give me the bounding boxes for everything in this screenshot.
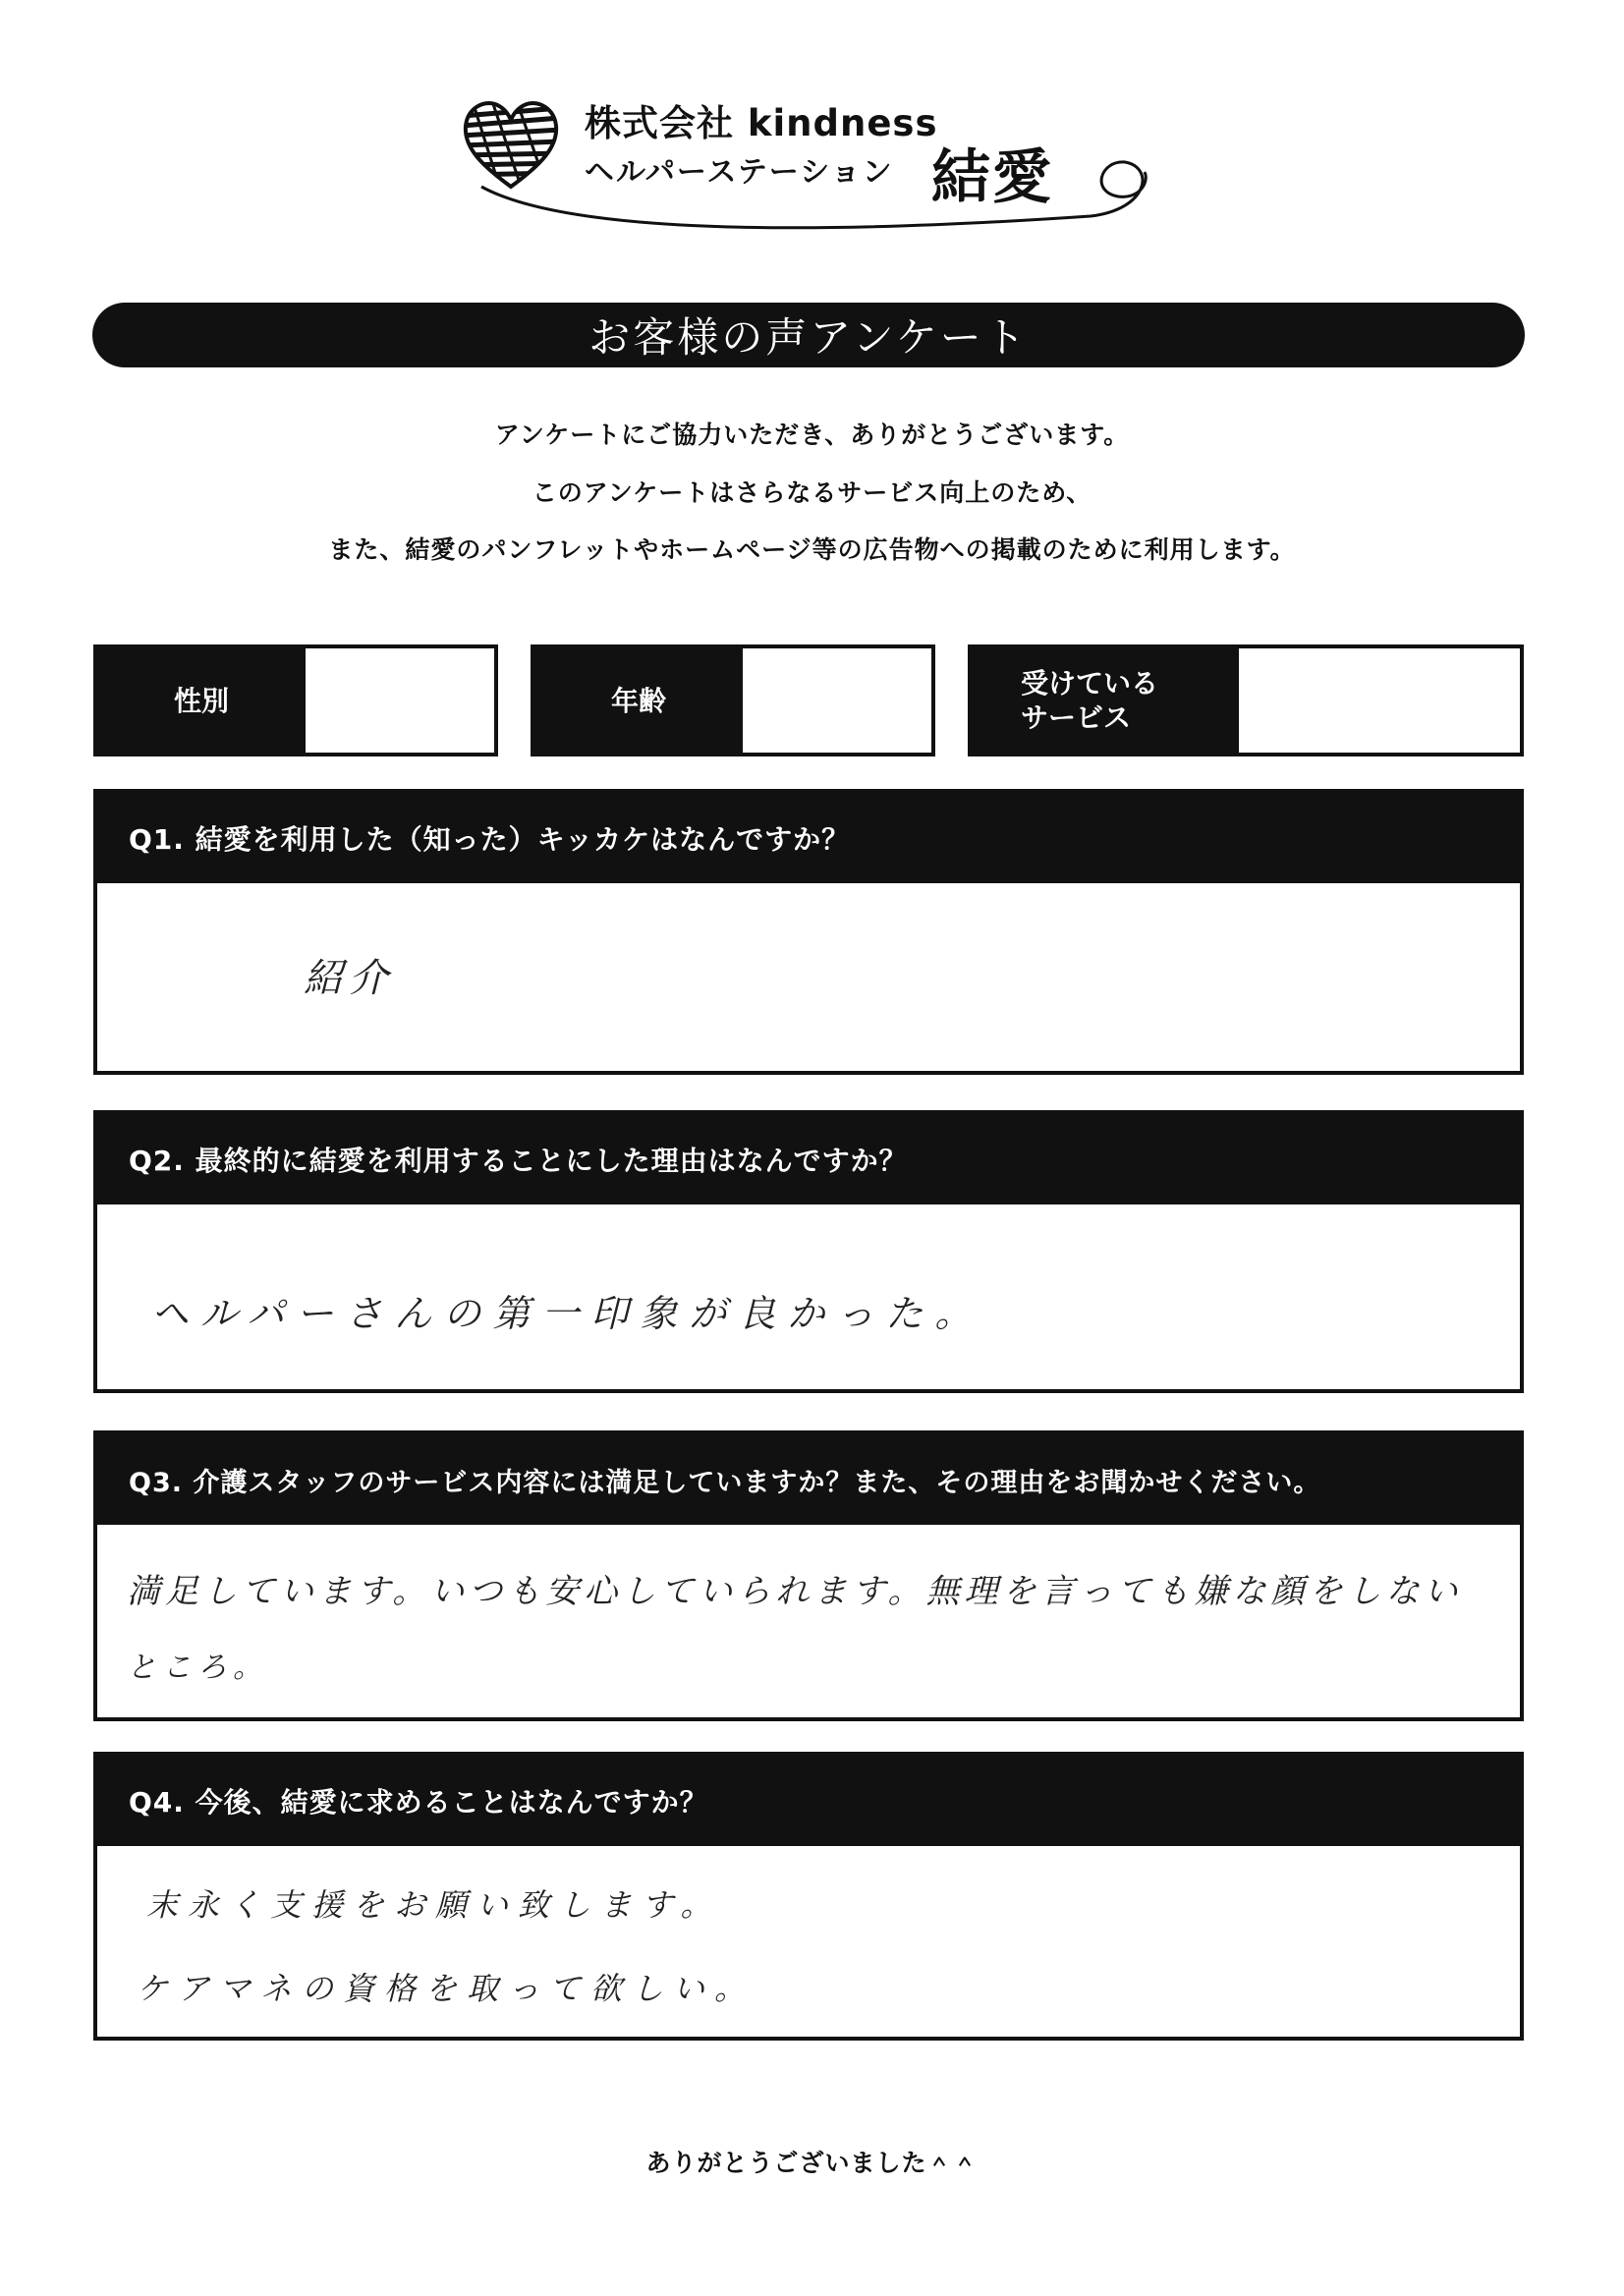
- heart-logo-icon: [462, 98, 560, 192]
- question-2: Q2. 最終的に結愛を利用することにした理由はなんですか？: [97, 1114, 1520, 1204]
- gender-field[interactable]: [306, 648, 494, 753]
- answer-4-line-1: 末永く支援をお願い致します。: [146, 1886, 722, 1924]
- question-block-2: [93, 1110, 1524, 1393]
- question-block-4: [93, 1752, 1524, 2041]
- answer-field-3[interactable]: [97, 1525, 1520, 1717]
- intro-line-2: このアンケートはさらなるサービス向上のため、: [532, 478, 1092, 507]
- intro-line-1: アンケートにご協力いただき、ありがとうございます。: [494, 420, 1130, 449]
- answer-1-line-1: 紹介: [304, 956, 394, 1001]
- question-block-3: [93, 1430, 1524, 1721]
- station-name: ヘルパーステーション: [585, 155, 894, 190]
- answer-field-4[interactable]: [97, 1846, 1520, 2037]
- age-box: [531, 644, 935, 756]
- service-label-line-2: サービス: [1021, 701, 1132, 734]
- gender-label: 性別: [97, 648, 306, 753]
- gender-box: [93, 644, 498, 756]
- question-3: Q3. 介護スタッフのサービス内容には満足していますか？また、その理由をお聞かせください。: [97, 1434, 1520, 1525]
- brand-name: 結愛: [931, 143, 1053, 212]
- answer-4-line-2: ケアマネの資格を取って欲しい。: [137, 1970, 756, 2007]
- service-label-line-1: 受けている: [1021, 667, 1159, 700]
- age-label: 年齢: [534, 648, 743, 753]
- question-4: Q4. 今後、結愛に求めることはなんですか？: [97, 1756, 1520, 1846]
- service-field[interactable]: [1239, 648, 1520, 753]
- answer-field-1[interactable]: [97, 883, 1520, 1071]
- survey-title: お客様の声アンケート: [92, 303, 1525, 367]
- thank-you-message: ありがとうございました＾＾: [645, 2149, 979, 2177]
- answer-3-line-1: 満足しています。いつも安心していられます。無理を言っても嫌な顔をしない: [127, 1572, 1463, 1611]
- age-field[interactable]: [743, 648, 931, 753]
- company-logo: [462, 93, 1159, 241]
- answer-3-line-2: ところ。: [127, 1651, 268, 1685]
- question-1: Q1. 結愛を利用した（知った）キッカケはなんですか？: [97, 793, 1520, 883]
- service-box: [968, 644, 1524, 756]
- question-block-1: [93, 789, 1524, 1075]
- answer-field-2[interactable]: [97, 1204, 1520, 1389]
- service-label: [972, 648, 1239, 753]
- company-name: 株式会社 kindness: [585, 102, 938, 144]
- answer-2-line-1: ヘルパーさんの第一印象が良かった。: [151, 1292, 984, 1335]
- intro-line-3: また、結愛のパンフレットやホームページ等の広告物への掲載のために利用します。: [328, 535, 1296, 564]
